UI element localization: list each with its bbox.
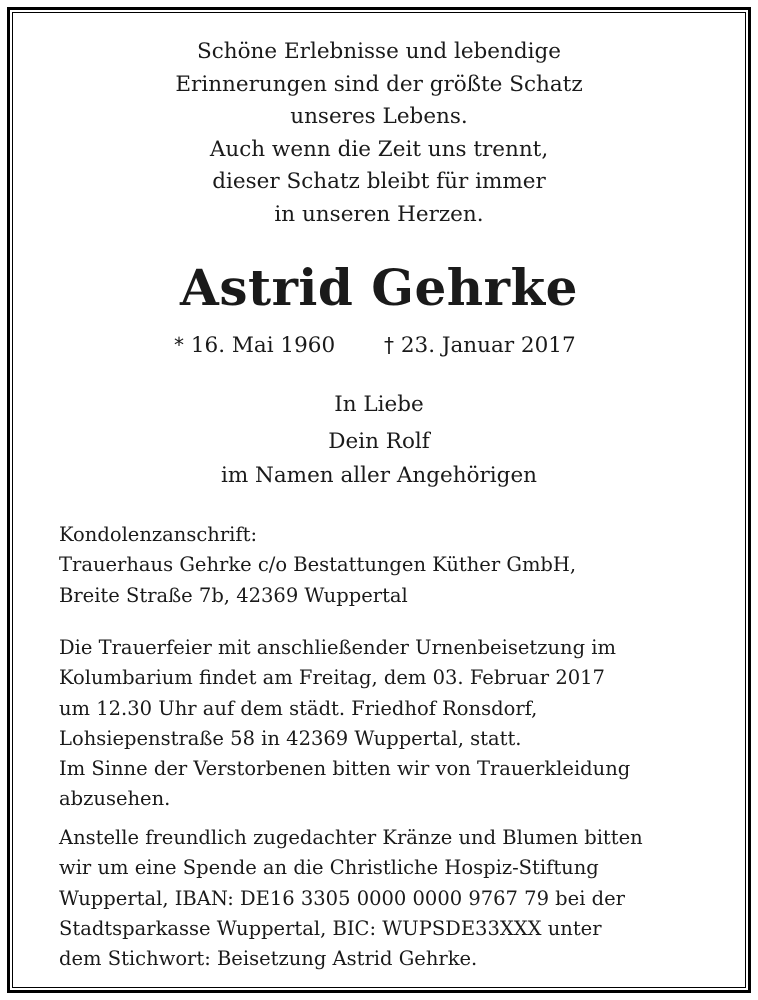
death-date-line — [384, 330, 576, 361]
birth-date: 16. Mai 1960 — [190, 333, 336, 358]
death-date: 23. Januar 2017 — [400, 333, 576, 358]
deceased-name: Astrid Gehrke — [180, 258, 578, 317]
ceremony-line: Im Sinne der Verstorbenen bitten wir von Trauerkleidung — [59, 757, 631, 781]
address-line: Trauerhaus Gehrke c/o Bestattungen Küther GmbH, — [59, 553, 577, 577]
ceremony-line: Kolumbarium findet am Freitag, dem 03. Februar 2017 — [59, 666, 605, 690]
donation-line: Anstelle freundlich zugedachter Kränze und Blumen bitten — [59, 826, 643, 849]
poem-line: unseres Lebens. — [290, 104, 468, 129]
poem-line: Auch wenn die Zeit uns trennt, — [209, 136, 549, 162]
death-cross-icon: † — [384, 333, 394, 357]
ceremony-line: Die Trauerfeier mit anschließender Urnenbeisetzung im — [59, 636, 617, 659]
condolence-address — [59, 520, 739, 611]
memorial-poem — [0, 36, 758, 231]
address-line: Kondolenzanschrift: — [59, 523, 258, 546]
ceremony-line: Lohsiepenstraße 58 in 42369 Wuppertal, statt. — [59, 726, 522, 750]
poem-line: Erinnerungen sind der größte Schatz — [175, 71, 583, 97]
donation-line: Wuppertal, IBAN: DE16 3305 0000 0000 9767 79 bei der — [59, 886, 625, 910]
signer-name: Dein Rolf — [328, 429, 430, 454]
poem-line: Schöne Erlebnisse und lebendige — [197, 39, 561, 64]
signer-note: im Namen aller Angehörigen — [220, 463, 538, 488]
birth-date-line — [174, 330, 335, 361]
donation-line: dem Stichwort: Beisetzung Astrid Gehrke. — [59, 947, 478, 971]
poem-line: in unseren Herzen. — [274, 201, 484, 227]
closing-signature — [0, 388, 758, 493]
donation-info — [59, 823, 739, 974]
ceremony-line: abzusehen. — [59, 787, 171, 811]
address-line: Breite Straße 7b, 42369 Wuppertal — [59, 583, 408, 607]
ceremony-info — [59, 633, 739, 815]
birth-asterisk-icon: * — [174, 333, 184, 357]
ceremony-line: um 12.30 Uhr auf dem städt. Friedhof Ronsdorf, — [59, 696, 538, 720]
donation-line: wir um eine Spende an die Christliche Hospiz-Stiftung — [59, 856, 599, 880]
poem-line: dieser Schatz bleibt für immer — [212, 169, 546, 194]
donation-line: Stadtsparkasse Wuppertal, BIC: WUPSDE33XXX unter — [59, 916, 602, 940]
closing-phrase: In Liebe — [334, 392, 424, 417]
